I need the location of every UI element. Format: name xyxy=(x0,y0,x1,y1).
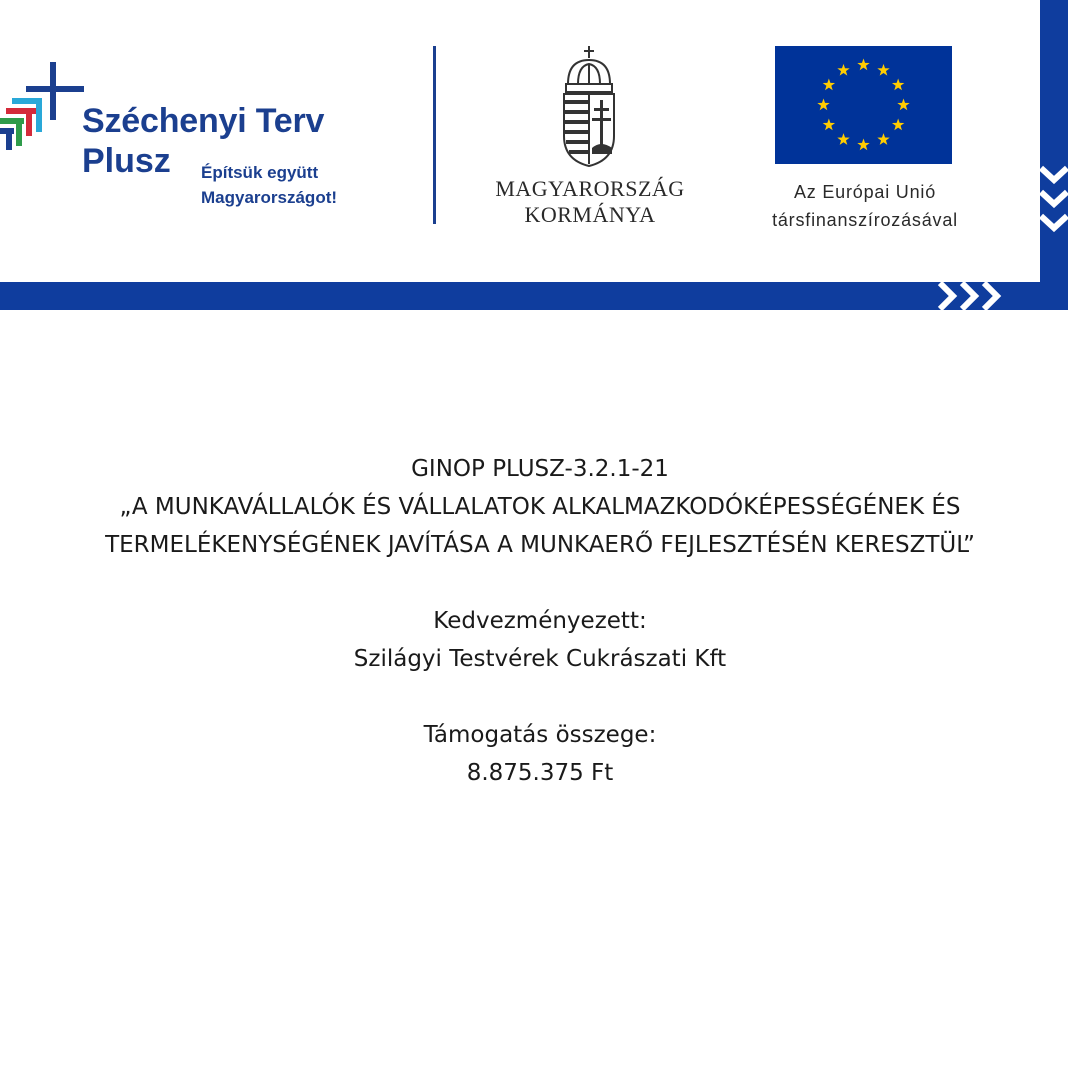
eu-cofinancing xyxy=(740,178,990,234)
program-title-line-1: „A MUNKAVÁLLALÓK ÉS VÁLLALATOK ALKALMAZKODÓKÉPESSÉGÉNEK ÉS xyxy=(119,494,961,520)
spacer xyxy=(0,564,1080,602)
government-line-1: MAGYARORSZÁG xyxy=(495,176,685,201)
eu-flag-icon xyxy=(775,46,952,164)
program-title-line-2: TERMELÉKENYSÉGÉNEK JAVÍTÁSA A MUNKAERŐ FEJLESZTÉSÉN KERESZTÜL” xyxy=(105,532,975,558)
government-line-2: KORMÁNYA xyxy=(524,202,656,227)
szechenyi-cross-icon xyxy=(0,58,92,158)
spacer xyxy=(0,678,1080,716)
beneficiary-name: Szilágyi Testvérek Cukrászati Kft xyxy=(353,646,727,672)
grant-amount: 8.875.375 Ft xyxy=(466,760,614,786)
beneficiary-label: Kedvezményezett: xyxy=(433,608,647,634)
eu-line-2: társfinanszírozásával xyxy=(772,210,958,230)
header-divider xyxy=(433,46,436,224)
slogan-line-1: Építsük együtt xyxy=(201,163,319,182)
coat-of-arms-icon xyxy=(556,44,622,168)
slogan-line-2: Magyarországot! xyxy=(201,188,338,207)
szechenyi-slogan xyxy=(201,160,337,210)
szechenyi-plusz: Plusz xyxy=(82,142,171,180)
government-name xyxy=(470,176,710,228)
main-content xyxy=(0,450,1080,792)
grant-label: Támogatás összege: xyxy=(423,722,657,748)
program-code: GINOP PLUSZ-3.2.1-21 xyxy=(411,456,669,482)
eu-line-1: Az Európai Unió xyxy=(793,182,937,202)
szechenyi-title: Széchenyi Terv xyxy=(82,102,325,140)
